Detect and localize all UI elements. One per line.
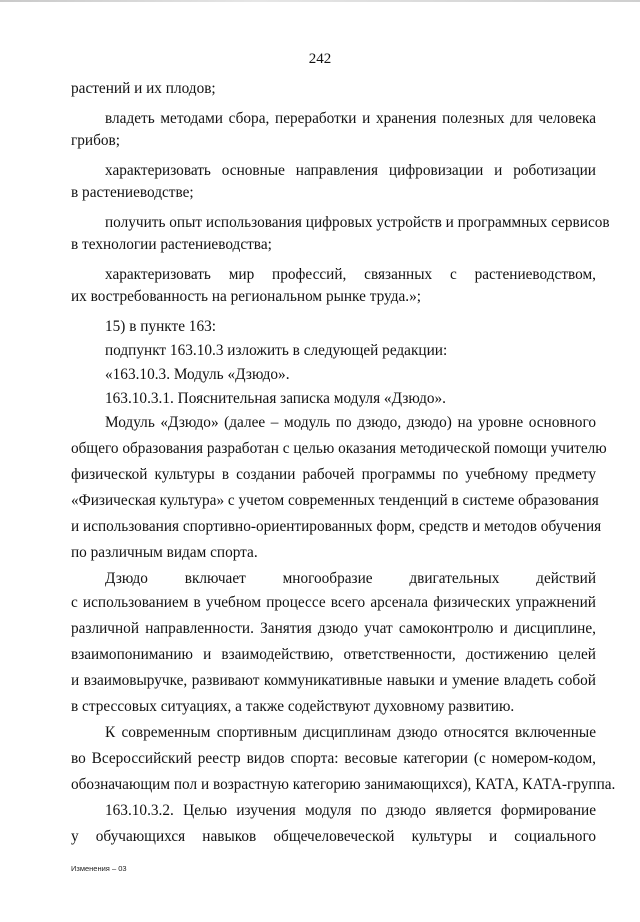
text-line: физической культуры в создании рабочей программы по учебному предмету: [71, 466, 596, 483]
text-line: характеризовать основные направления цифровизации и роботизации: [105, 162, 596, 179]
text-line: у обучающихся навыков общечеловеческой культуры и социального: [71, 828, 596, 845]
text-line: К современным спортивным дисциплинам дзюдо относятся включенные: [105, 724, 596, 741]
text-line: «163.10.3. Модуль «Дзюдо».: [105, 366, 290, 383]
text-line: общего образования разработан с целью оказания методической помощи учителю: [71, 440, 607, 457]
text-line: подпункт 163.10.3 изложить в следующей редакции:: [105, 342, 448, 359]
text-line: Дзюдо включает многообразие двигательных действий: [105, 570, 596, 587]
text-line: в стрессовых ситуациях, а также содействуют духовному развитию.: [71, 698, 515, 715]
text-line: и взаимовыручке, развивают коммуникативные навыки и умение владеть собой: [71, 672, 596, 689]
text-line: в растениеводстве;: [71, 184, 194, 201]
text-line: грибов;: [71, 132, 121, 149]
text-line: характеризовать мир профессий, связанных с растениеводством,: [105, 266, 596, 283]
text-line: 15) в пункте 163:: [105, 318, 217, 335]
text-line: во Всероссийский реестр видов спорта: весовые категории (с номером-кодом,: [71, 750, 596, 767]
text-line: по различным видам спорта.: [71, 544, 258, 561]
page-number: 242: [308, 51, 332, 67]
text-line: 163.10.3.1. Пояснительная записка модуля «Дзюдо».: [105, 390, 446, 407]
text-line: растений и их плодов;: [71, 80, 216, 97]
text-line: в технологии растениеводства;: [71, 236, 272, 253]
text-line: различной направленности. Занятия дзюдо учат самоконтролю и дисциплине,: [71, 620, 596, 637]
text-line: владеть методами сбора, переработки и хранения полезных для человека: [105, 110, 596, 127]
text-line: обозначающим пол и возрастную категорию занимающихся), КАТА, КАТА-группа.: [71, 776, 616, 793]
text-line: получить опыт использования цифровых устройств и программных сервисов: [105, 214, 610, 231]
text-line: Модуль «Дзюдо» (далее – модуль по дзюдо, дзюдо) на уровне основного: [105, 414, 596, 431]
scan-edge: [0, 0, 640, 2]
text-line: их востребованность на региональном рынке труда.»;: [71, 288, 422, 305]
text-line: «Физическая культура» с учетом современных тенденций в системе образования: [71, 492, 599, 509]
text-line: и использования спортивно-ориентированных форм, средств и методов обучения: [71, 518, 602, 535]
text-line: 163.10.3.2. Целью изучения модуля по дзюдо является формирование: [105, 802, 596, 819]
footer-note: Изменения – 03: [71, 864, 127, 873]
text-line: с использованием в учебном процессе всего арсенала физических упражнений: [71, 594, 596, 611]
text-line: взаимопониманию и взаимодействию, ответственности, достижению целей: [71, 646, 596, 663]
